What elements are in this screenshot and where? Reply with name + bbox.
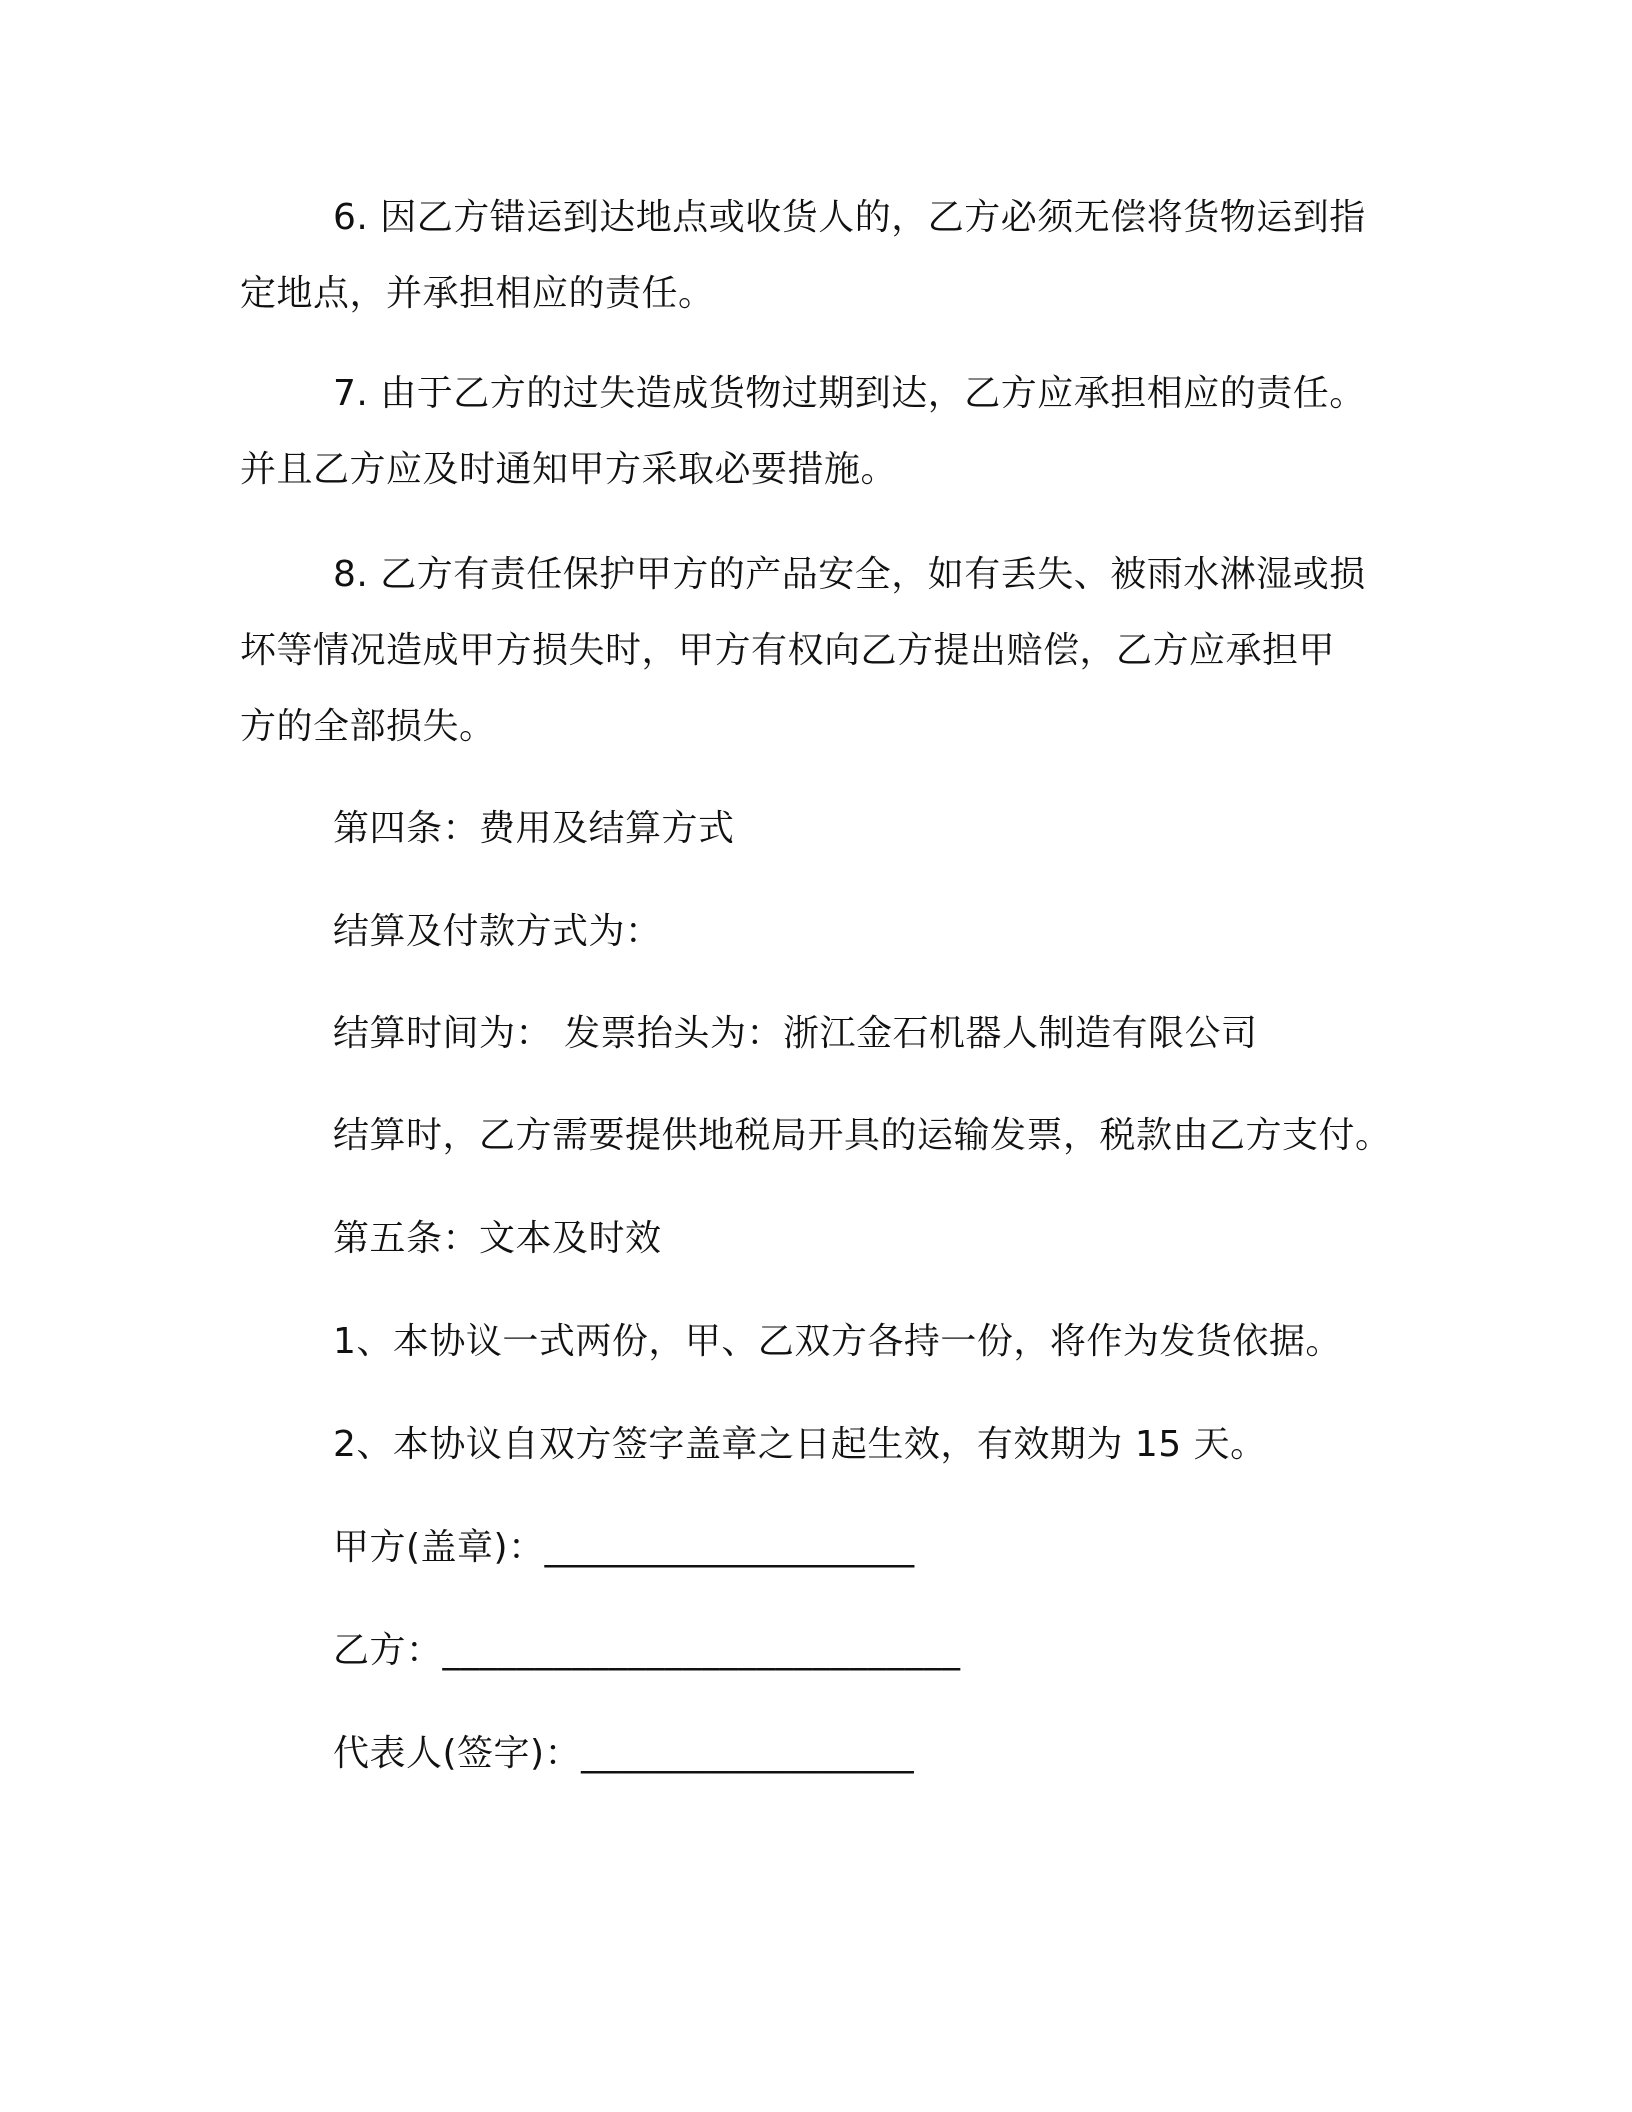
copies-clause-line: 1、本协议一式两份，甲、乙双方各持一份，将作为发货依据。 <box>333 1321 1342 1362</box>
clause-8-line-2: 坏等情况造成甲方损失时，甲方有权向乙方提出赔偿，乙方应承担甲 <box>240 630 1336 671</box>
clause-6-line-1: 6. 因乙方错运到达地点或收货人的，乙方必须无偿将货物运到指 <box>333 197 1366 238</box>
party-b-line: 乙方：____________________________ <box>333 1630 961 1671</box>
article-4-heading: 第四条：费用及结算方式 <box>333 808 735 849</box>
article-5-heading: 第五条：文本及时效 <box>333 1218 662 1259</box>
tax-invoice-line: 结算时，乙方需要提供地税局开具的运输发票，税款由乙方支付。 <box>333 1115 1392 1156</box>
clause-8-line-1: 8. 乙方有责任保护甲方的产品安全，如有丢失、被雨水淋湿或损 <box>333 554 1366 595</box>
payment-method-line: 结算及付款方式为： <box>333 911 662 952</box>
clause-7-line-1: 7. 由于乙方的过失造成货物过期到达，乙方应承担相应的责任。 <box>333 373 1366 414</box>
clause-6-line-2: 定地点，并承担相应的责任。 <box>240 273 715 314</box>
settlement-invoice-line: 结算时间为： 发票抬头为：浙江金石机器人制造有限公司 <box>333 1013 1258 1054</box>
clause-8-line-3: 方的全部损失。 <box>240 706 496 747</box>
validity-clause-line: 2、本协议自双方签字盖章之日起生效，有效期为 15 天。 <box>333 1424 1267 1465</box>
clause-7-line-2: 并且乙方应及时通知甲方采取必要措施。 <box>240 449 898 490</box>
representative-signature-line: 代表人(签字)：__________________ <box>333 1733 915 1774</box>
party-a-seal-line: 甲方(盖章)：____________________ <box>333 1527 915 1568</box>
